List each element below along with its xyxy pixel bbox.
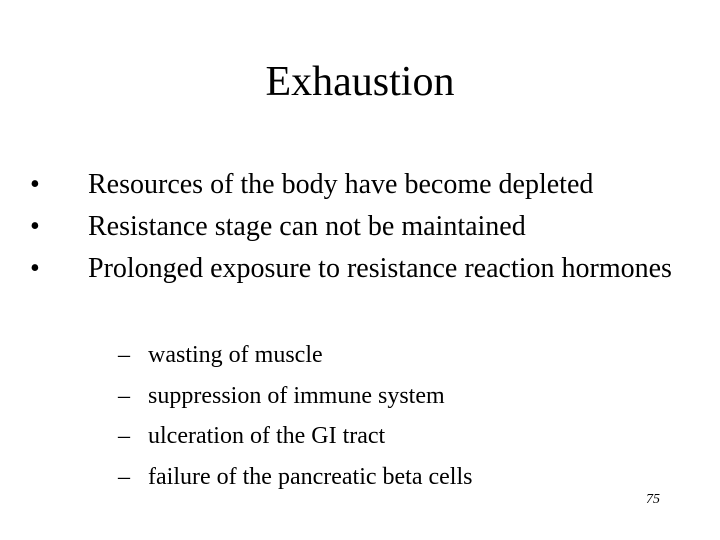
sub-bullet-text: failure of the pancreatic beta cells — [148, 463, 473, 490]
bullet-list — [30, 164, 700, 290]
sub-bullet-text: wasting of muscle — [148, 342, 323, 368]
bullet-marker: • — [30, 211, 40, 242]
bullet-text: Prolonged exposure to resistance reaction hormones — [88, 253, 672, 284]
page-number: 75 — [646, 492, 660, 507]
bullet-text: Resistance stage can not be maintained — [88, 211, 526, 242]
sub-bullet-item — [118, 335, 472, 376]
sub-bullet-item — [118, 416, 472, 457]
bullet-item — [30, 206, 700, 248]
sub-bullet-text: ulceration of the GI tract — [148, 423, 386, 449]
sub-bullet-list — [118, 335, 472, 497]
sub-bullet-text: suppression of immune system — [148, 382, 445, 409]
dash-marker: – — [118, 423, 130, 449]
bullet-item — [30, 164, 700, 206]
bullet-text: Resources of the body have become depleted — [88, 169, 594, 200]
slide-title: Exhaustion — [265, 59, 455, 105]
dash-marker: – — [118, 342, 130, 368]
sub-bullet-item — [118, 376, 472, 417]
dash-marker: – — [118, 463, 130, 490]
dash-marker: – — [118, 382, 130, 409]
bullet-marker: • — [30, 169, 40, 200]
sub-bullet-item — [118, 457, 472, 498]
bullet-marker: • — [30, 253, 40, 284]
bullet-item — [30, 248, 700, 290]
